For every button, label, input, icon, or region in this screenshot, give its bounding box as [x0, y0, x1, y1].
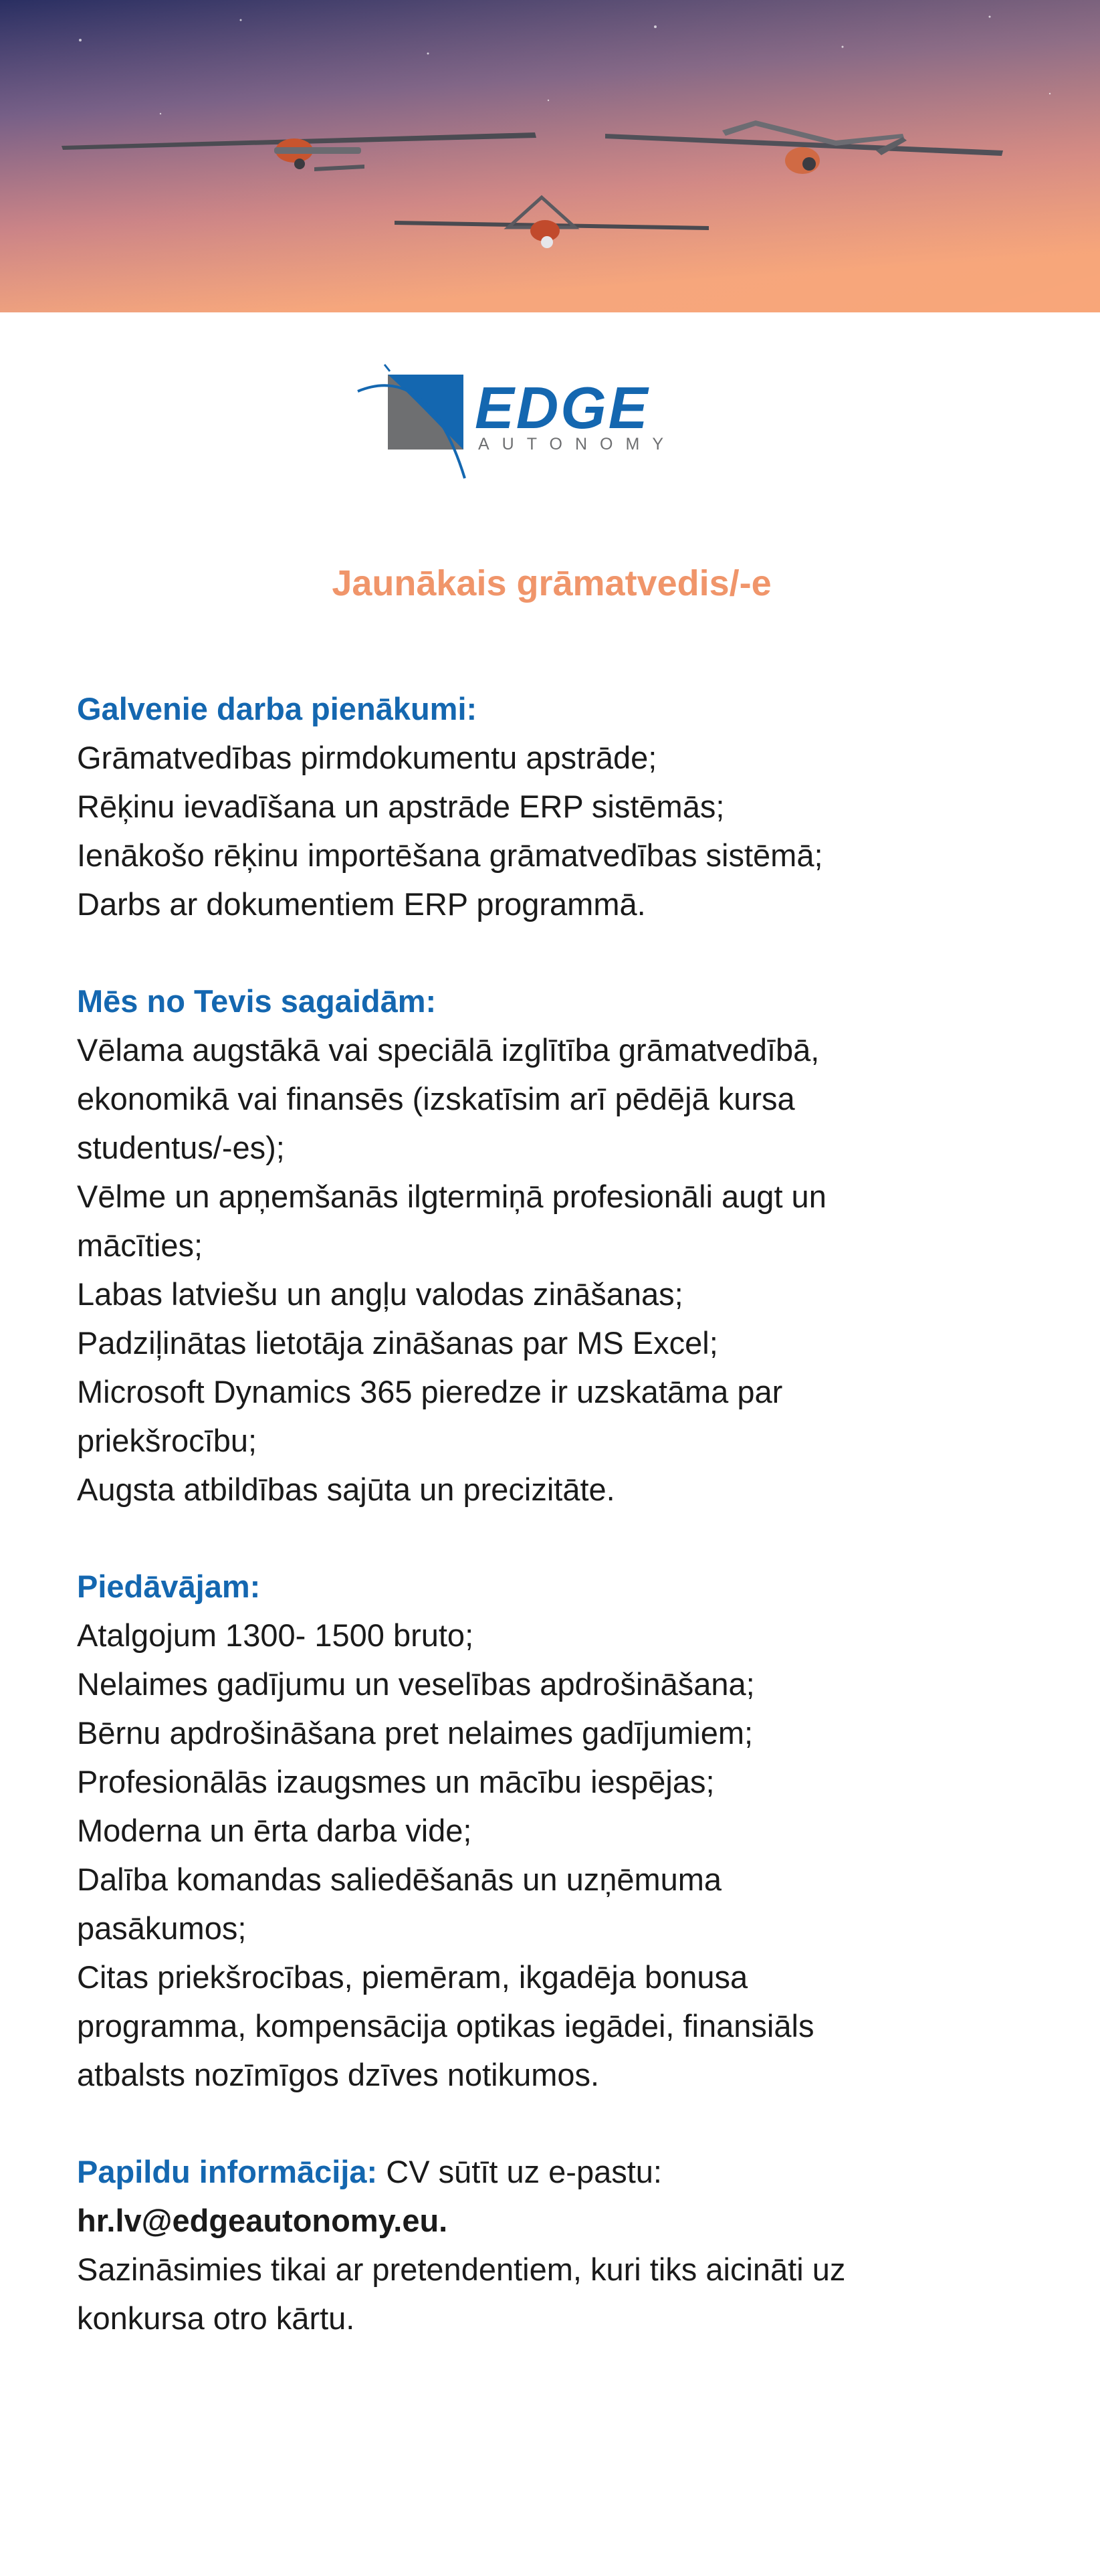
- offer-line: Nelaimes gadījumu un veselības apdrošināšana;: [77, 1666, 755, 1702]
- requirement-line: studentus/-es);: [77, 1129, 285, 1165]
- additional-info-line: konkursa otro kārtu.: [77, 2300, 355, 2336]
- offer-line: Dalība komandas saliedēšanās un uzņēmuma: [77, 1861, 722, 1897]
- offer-line: Bērnu apdrošināšana pret nelaimes gadījumiem;: [77, 1714, 754, 1751]
- requirement-line: Microsoft Dynamics 365 pieredze ir uzskatāma par: [77, 1373, 783, 1409]
- additional-info-section: [77, 2147, 1026, 2343]
- hero-drones-illustration: [0, 0, 1100, 312]
- requirement-line: mācīties;: [77, 1227, 203, 1263]
- duty-item: Darbs ar dokumentiem ERP programmā.: [77, 886, 646, 922]
- requirement-line: Augsta atbildības sajūta un precizitāte.: [77, 1471, 615, 1507]
- requirement-line: Vēlme un apņemšanās ilgtermiņā profesionāli augt un: [77, 1178, 827, 1214]
- offer-line: Citas priekšrocības, piemēram, ikgadēja bonusa: [77, 1959, 748, 1995]
- job-title: Jaunākais grāmatvedis/-e: [332, 563, 772, 603]
- requirement-line: ekonomikā vai finansēs (izskatīsim arī pēdējā kursa: [77, 1080, 795, 1116]
- duty-item: Ienākošo rēķinu importēšana grāmatvedības sistēmā;: [77, 837, 823, 873]
- offer-line: pasākumos;: [77, 1910, 247, 1946]
- hero-image: [0, 0, 1100, 312]
- cv-instruction: CV sūtīt uz e-pastu:: [386, 2153, 662, 2189]
- job-posting-content: [77, 562, 1026, 2391]
- requirements-section: [77, 977, 1026, 1514]
- logo-word-autonomy: AUTONOMY: [478, 435, 676, 454]
- additional-info-intro: [77, 2147, 1026, 2196]
- requirements-heading: Mēs no Tevis sagaidām:: [77, 983, 437, 1019]
- requirement-line: Labas latviešu un angļu valodas zināšanas;: [77, 1276, 683, 1312]
- additional-info-line: Sazināsimies tikai ar pretendentiem, kuri tiks aicināti uz: [77, 2251, 846, 2287]
- logo-mark: [344, 351, 759, 485]
- duty-item: Grāmatvedības pirmdokumentu apstrāde;: [77, 739, 657, 775]
- additional-info-heading: Papildu informācija:: [77, 2153, 378, 2189]
- edge-autonomy-logo: [344, 351, 759, 485]
- offer-line: Moderna un ērta darba vide;: [77, 1812, 472, 1848]
- logo-word-edge: EDGE: [475, 375, 650, 441]
- contact-email[interactable]: hr.lv@edgeautonomy.eu.: [77, 2202, 448, 2238]
- duty-item: Rēķinu ievadīšana un apstrāde ERP sistēmās;: [77, 788, 725, 824]
- requirement-line: Padziļinātas lietotāja zināšanas par MS Excel;: [77, 1324, 718, 1361]
- offer-line: programma, kompensācija optikas iegādei, finansiāls: [77, 2007, 814, 2044]
- duties-section: [77, 684, 1026, 928]
- duties-heading: Galvenie darba pienākumi:: [77, 690, 477, 726]
- offer-heading: Piedāvājam:: [77, 1568, 261, 1604]
- offer-section: [77, 1562, 1026, 2099]
- offer-line: Atalgojum 1300- 1500 bruto;: [77, 1617, 474, 1653]
- requirement-line: priekšrocību;: [77, 1422, 257, 1458]
- requirement-line: Vēlama augstākā vai speciālā izglītība grāmatvedībā,: [77, 1031, 820, 1068]
- offer-line: Profesionālās izaugsmes un mācību iespējas;: [77, 1763, 715, 1799]
- offer-line: atbalsts nozīmīgos dzīves notikumos.: [77, 2056, 600, 2092]
